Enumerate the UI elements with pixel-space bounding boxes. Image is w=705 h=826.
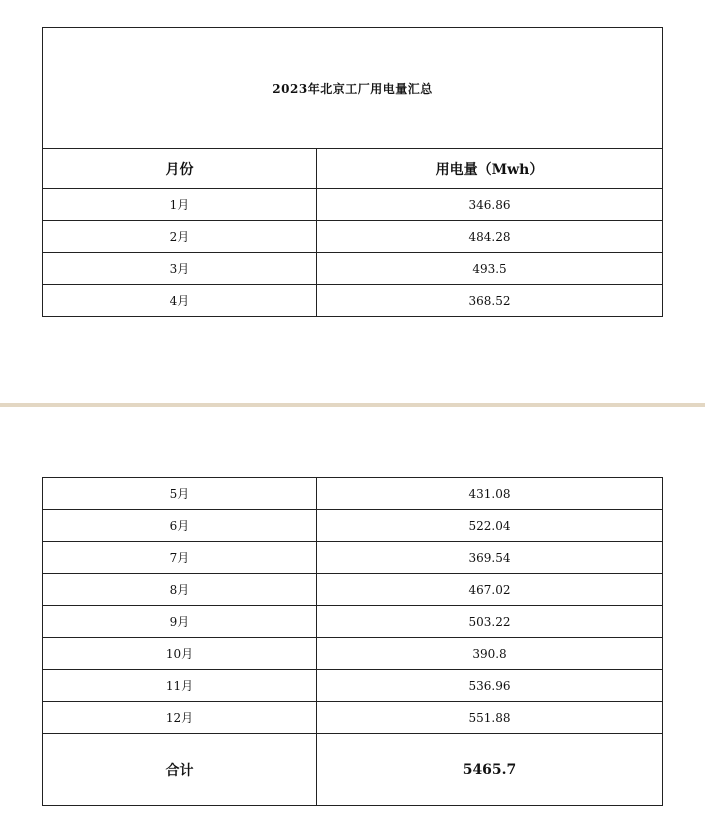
month-cell: 3月: [43, 253, 317, 285]
month-cell: 7月: [43, 542, 317, 574]
usage-cell: 346.86: [317, 189, 663, 221]
table-row: [43, 253, 663, 285]
table-row: [43, 478, 663, 510]
usage-cell: 536.96: [317, 670, 663, 702]
document-page-2: [0, 407, 705, 826]
header-usage: 用电量（Mwh）: [317, 149, 663, 189]
usage-cell: 503.22: [317, 606, 663, 638]
table-row: [43, 702, 663, 734]
table-row: [43, 221, 663, 253]
header-month: 月份: [43, 149, 317, 189]
document-page-1: [0, 0, 705, 403]
total-value: 5465.7: [317, 734, 663, 806]
usage-cell: 390.8: [317, 638, 663, 670]
month-cell: 4月: [43, 285, 317, 317]
usage-table-part-2: [42, 477, 663, 806]
total-label: 合计: [43, 734, 317, 806]
month-cell: 12月: [43, 702, 317, 734]
header-row: [43, 149, 663, 189]
month-cell: 11月: [43, 670, 317, 702]
usage-cell: 431.08: [317, 478, 663, 510]
month-cell: 5月: [43, 478, 317, 510]
usage-cell: 467.02: [317, 574, 663, 606]
usage-cell: 484.28: [317, 221, 663, 253]
table-row: [43, 670, 663, 702]
table-row: [43, 510, 663, 542]
usage-cell: 493.5: [317, 253, 663, 285]
usage-cell: 368.52: [317, 285, 663, 317]
month-cell: 6月: [43, 510, 317, 542]
table-row: [43, 606, 663, 638]
usage-cell: 369.54: [317, 542, 663, 574]
month-cell: 9月: [43, 606, 317, 638]
table-row: [43, 574, 663, 606]
total-row: [43, 734, 663, 806]
title-row: [43, 28, 663, 149]
usage-cell: 551.88: [317, 702, 663, 734]
month-cell: 10月: [43, 638, 317, 670]
month-cell: 8月: [43, 574, 317, 606]
usage-table-part-1: [42, 27, 663, 317]
usage-cell: 522.04: [317, 510, 663, 542]
table-title: 2023年北京工厂用电量汇总: [43, 28, 663, 149]
table-row: [43, 638, 663, 670]
table-row: [43, 542, 663, 574]
table-row: [43, 285, 663, 317]
month-cell: 1月: [43, 189, 317, 221]
table-row: [43, 189, 663, 221]
month-cell: 2月: [43, 221, 317, 253]
